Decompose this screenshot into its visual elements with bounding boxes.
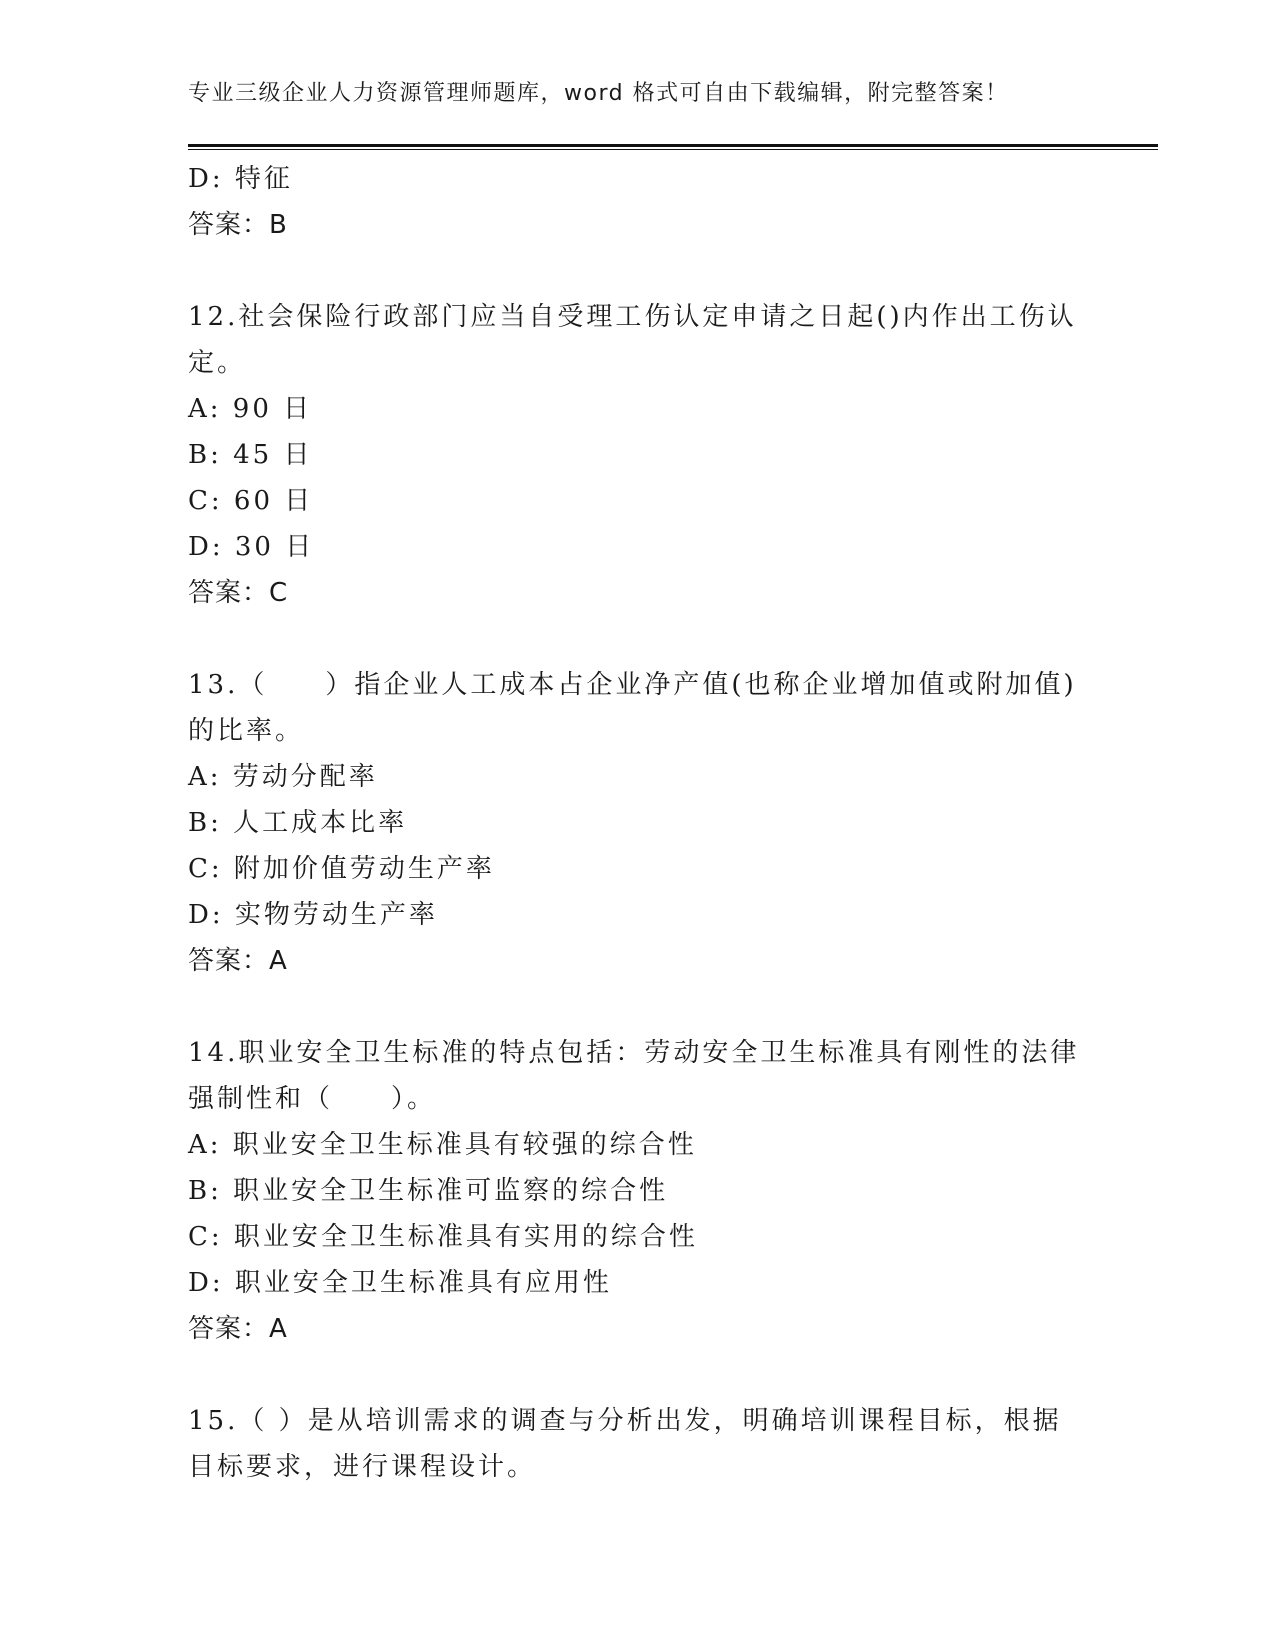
option-a: A: 劳动分配率	[188, 762, 378, 792]
answer-line: 答案：A	[188, 946, 288, 976]
answer-line: 答案：B	[188, 210, 288, 240]
question-text: 14.职业安全卫生标准的特点包括：劳动安全卫生标准具有刚性的法律	[188, 1038, 1080, 1068]
option-a: A: 90 日	[188, 394, 313, 424]
question-14	[188, 1030, 1088, 1352]
option-b: B: 人工成本比率	[188, 808, 408, 838]
option-b: B: 职业安全卫生标准可监察的综合性	[188, 1176, 669, 1206]
question-text: 12.社会保险行政部门应当自受理工伤认定申请之日起()内作出工伤认	[188, 302, 1077, 332]
option-d: D: 特征	[188, 164, 293, 194]
answer-line: 答案：C	[188, 578, 289, 608]
question-text: 13.（ ）指企业人工成本占企业净产值(也称企业增加值或附加值)	[188, 670, 1077, 700]
question-text: 的比率。	[188, 716, 305, 746]
page-header: 专业三级企业人力资源管理师题库，word 格式可自由下载编辑，附完整答案！	[188, 81, 1009, 106]
option-d: D: 30 日	[188, 532, 315, 562]
question-15	[188, 1398, 1088, 1490]
question-text: 目标要求，进行课程设计。	[188, 1452, 537, 1482]
question-text: 定。	[188, 348, 247, 378]
option-a: A: 职业安全卫生标准具有较强的综合性	[188, 1130, 697, 1160]
header-divider	[188, 144, 1158, 150]
option-d: D: 实物劳动生产率	[188, 900, 438, 930]
question-content	[188, 156, 1088, 1490]
option-c: C: 60 日	[188, 486, 314, 516]
question-12	[188, 294, 1088, 616]
question-13	[188, 662, 1088, 984]
option-d: D: 职业安全卫生标准具有应用性	[188, 1268, 612, 1298]
question-text: 强制性和（ ）。	[188, 1084, 437, 1114]
answer-line: 答案：A	[188, 1314, 288, 1344]
option-c: C: 职业安全卫生标准具有实用的综合性	[188, 1222, 698, 1252]
option-c: C: 附加价值劳动生产率	[188, 854, 495, 884]
question-text: 15.（ ）是从培训需求的调查与分析出发，明确培训课程目标，根据	[188, 1406, 1062, 1436]
option-b: B: 45 日	[188, 440, 313, 470]
